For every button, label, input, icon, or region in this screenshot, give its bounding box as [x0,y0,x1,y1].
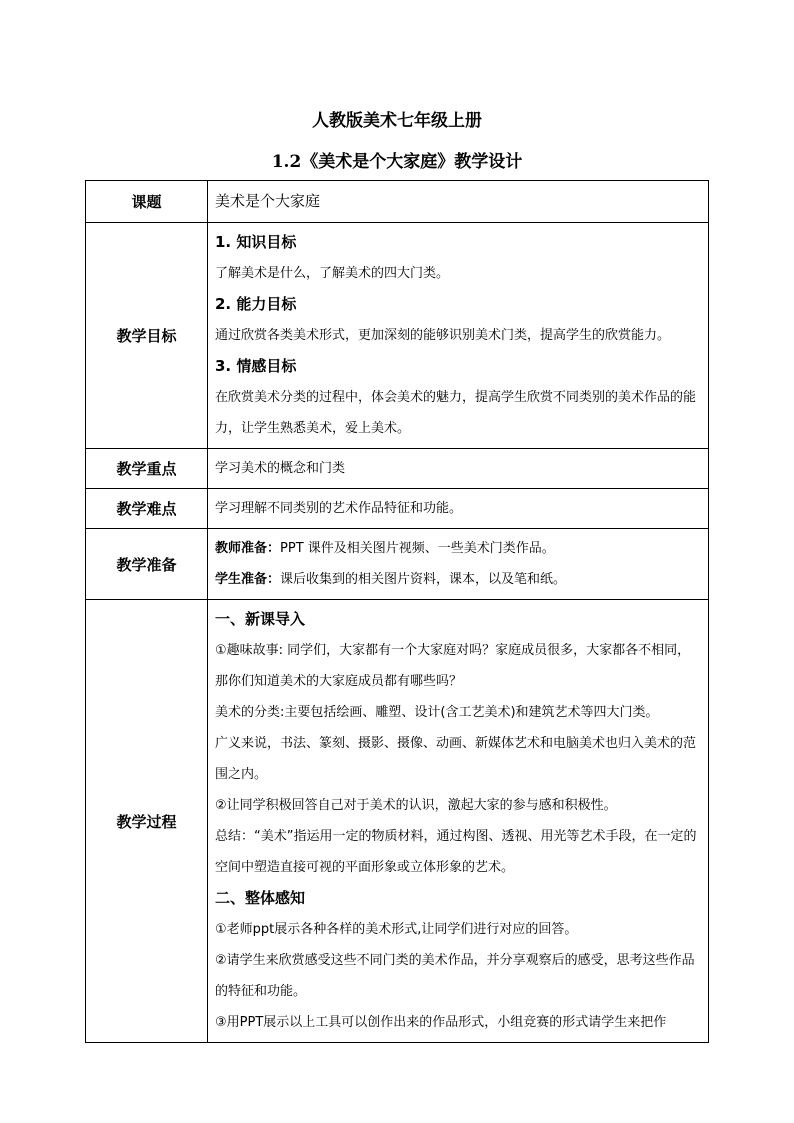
row-topic [86,181,709,223]
process-para-6: ①老师ppt展示各种各样的美术形式,让同学们进行对应的回答。 [215,922,578,937]
value-preparation [208,529,709,600]
objective-text-emotion: 在欣赏美术分类的过程中，体会美术的魅力，提高学生欣赏不同类别的美术作品的能力，让学生熟悉美术，爱上美术。 [215,390,697,436]
process-para-1: ①趣味故事: 同学们，大家都有一个大家庭对吗？家庭成员很多，大家都各不相同，那你们知道美术的大家庭成员都有哪些吗？ [215,643,691,689]
objective-heading-knowledge: 1. 知识目标 [215,233,297,251]
label-preparation: 教学准备 [86,529,208,600]
row-preparation [86,529,709,600]
row-process [86,600,709,1043]
row-key-points [86,449,709,489]
process-section-intro: 一、新课导入 [215,610,306,628]
process-para-5: 总结：“美术”指运用一定的物质材料，通过构图、透视、用光等艺术手段，在一定的空间中塑造直接可视的平面形象或立体形象的艺术。 [215,829,697,875]
document-subtitle: 1.2《美术是个大家庭》教学设计 [271,152,523,172]
objective-heading-emotion: 3. 情感目标 [215,357,297,375]
label-topic: 课题 [86,181,208,223]
label-difficulties: 教学难点 [86,489,208,529]
process-para-4: ②让同学积极回答自己对于美术的认识，激起大家的参与感和积极性。 [215,798,617,813]
prep-teacher-text: PPT 课件及相关图片视频、一些美术门类作品。 [280,541,555,556]
objective-text-knowledge: 了解美术是什么，了解美术的四大门类。 [215,266,450,281]
lesson-plan-table [85,180,709,1043]
process-para-7: ②请学生来欣赏感受这些不同门类的美术作品，并分享观察后的感受，思考这些作品的特征和功能。 [215,953,695,999]
label-key-points: 教学重点 [86,449,208,489]
process-para-3: 广义来说，书法、篆刻、摄影、摄像、动画、新媒体艺术和电脑美术也归入美术的范围之内。 [215,736,697,782]
row-objectives [86,223,709,449]
document-title: 人教版美术七年级上册 [312,111,482,131]
process-para-2: 美术的分类:主要包括绘画、雕塑、设计(含工艺美术)和建筑艺术等四大门类。 [215,705,659,720]
objective-heading-ability: 2. 能力目标 [215,295,297,313]
label-process: 教学过程 [86,600,208,1043]
row-difficulties [86,489,709,529]
value-key-points: 学习美术的概念和门类 [208,449,709,489]
prep-teacher-label: 教师准备： [215,541,281,556]
prep-student-text: 课后收集到的相关图片资料，课本，以及笔和纸。 [280,572,567,587]
prep-student [215,564,701,595]
value-difficulties: 学习理解不同类别的艺术作品特征和功能。 [208,489,709,529]
value-objectives [208,223,709,449]
process-section-overview: 二、整体感知 [215,889,306,907]
prep-teacher [215,533,701,564]
value-topic: 美术是个大家庭 [208,181,709,223]
process-para-8: ③用PPT展示以上工具可以创作出来的作品形式，小组竞赛的形式请学生来把作 [215,1015,667,1030]
label-objectives: 教学目标 [86,223,208,449]
prep-student-label: 学生准备： [215,572,281,587]
value-process [208,600,709,1043]
objective-text-ability: 通过欣赏各类美术形式，更加深刻的能够识别美术门类，提高学生的欣赏能力。 [215,328,671,343]
